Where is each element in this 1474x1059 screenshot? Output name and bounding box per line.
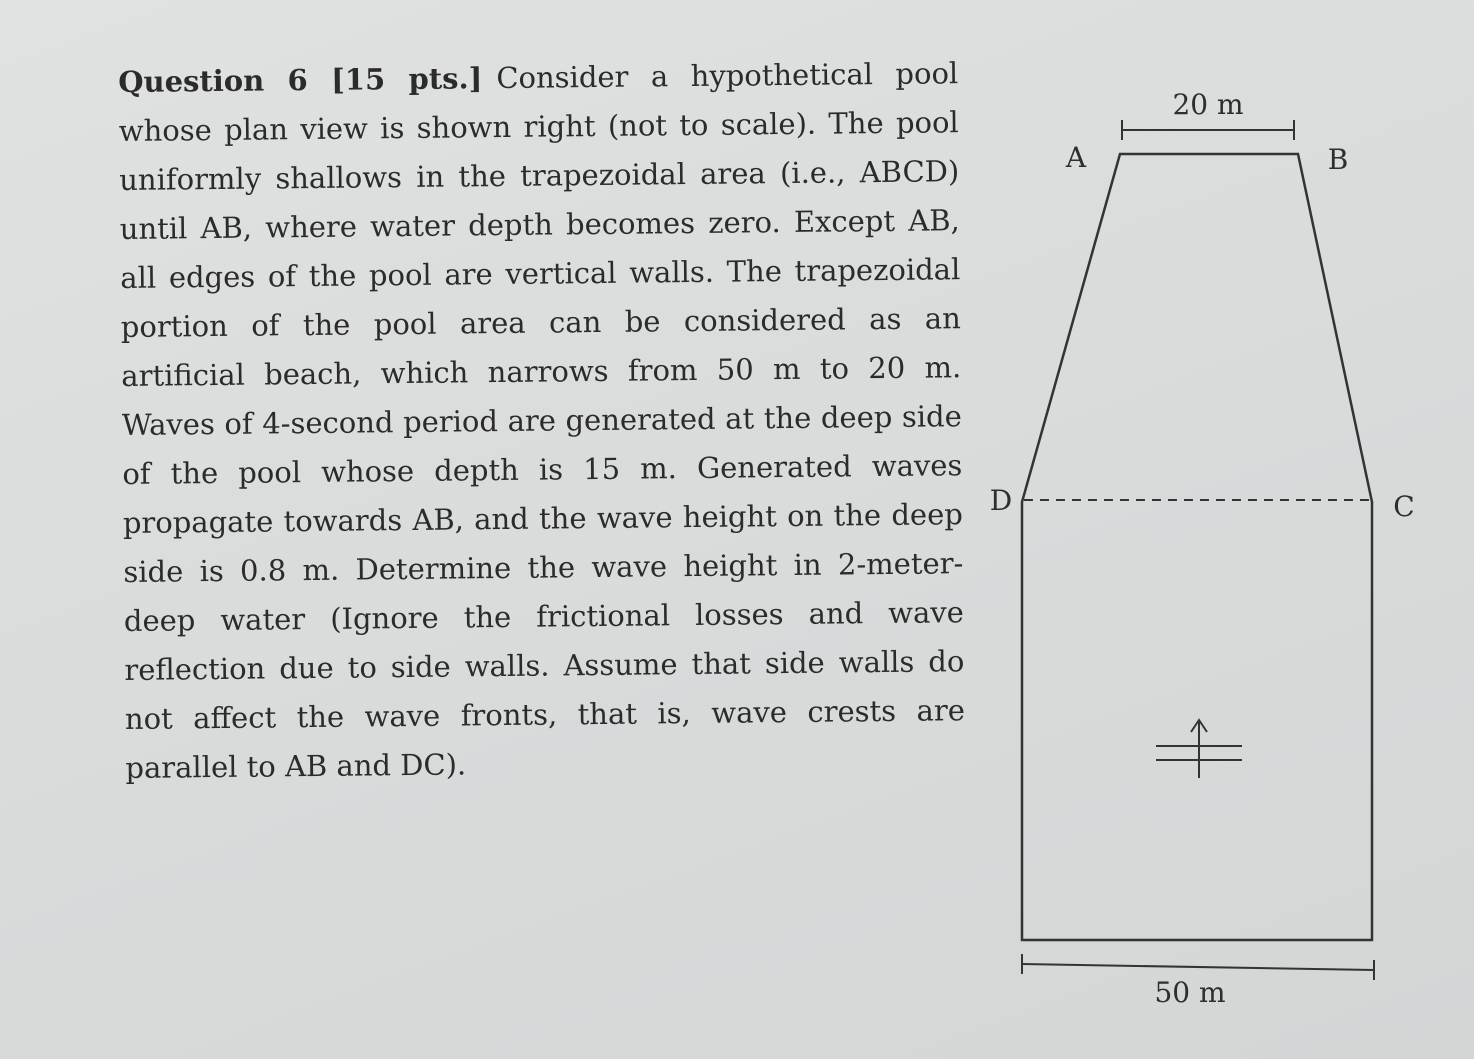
pool-outline <box>1022 154 1372 940</box>
question-text <box>118 49 966 793</box>
label-a: A <box>1065 141 1087 174</box>
label-c: C <box>1393 490 1415 523</box>
bottom-width-label: 50 m <box>1154 976 1226 1009</box>
top-width-label: 20 m <box>1172 88 1244 121</box>
label-b: B <box>1327 143 1349 176</box>
question-body: Consider a hypothetical pool whose plan view is shown right (not to scale). The pool uniformly shallows in the trapezoidal area (i.e., ABCD) until AB, where water depth becomes zero. Except AB, all edges of the pool are vertical walls. The trapezoidal portion of the pool area can be considered as an artificial beach, which narrows from 50 m to 20 m. Waves of 4-second period are generated at the deep side of the pool whose depth is 15 m. Generated waves propagate towards AB, and the wave height on the deep side is 0.8 m. Determine the wave height in 2-meter-deep water (Ignore the frictional losses and wave reflection due to side walls. Assume that side walls do not affect the wave fronts, that is, wave crests are parallel to AB and DC). <box>118 56 966 785</box>
pool-plan-view-diagram <box>980 80 1440 1020</box>
top-dimension-line <box>1122 120 1294 140</box>
question-heading: Question 6 [15 pts.] <box>118 61 483 99</box>
wave-direction-arrow-icon <box>1156 720 1242 778</box>
label-d: D <box>989 484 1013 517</box>
